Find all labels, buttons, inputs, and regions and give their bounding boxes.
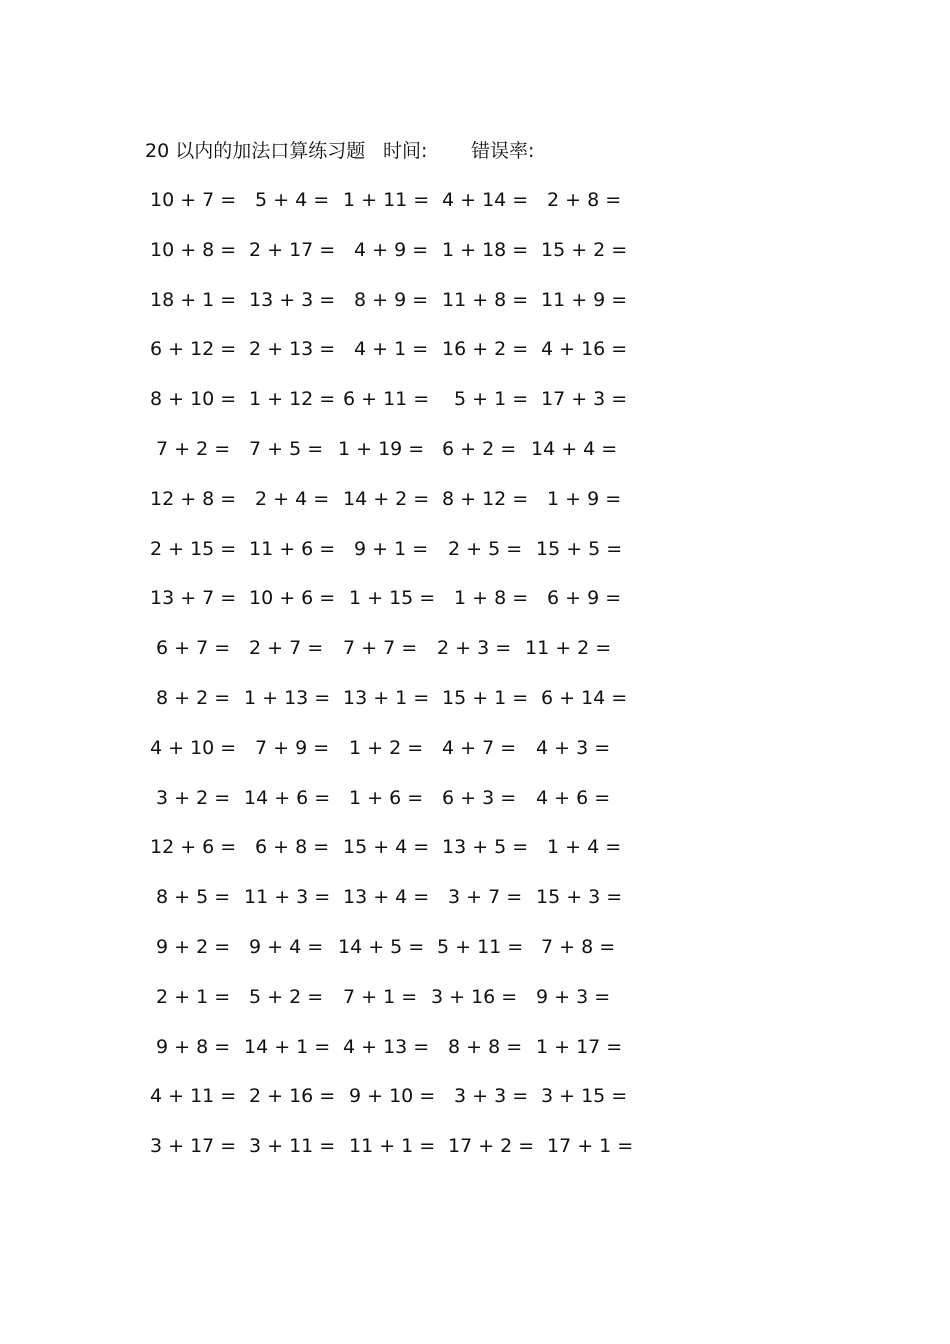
problem-1-5: 2 + 8 = — [547, 189, 622, 211]
problem-17-2: 5 + 2 = — [249, 986, 324, 1008]
problem-5-4: 5 + 1 = — [454, 388, 529, 410]
problem-14-1: 12 + 6 = — [150, 836, 237, 858]
problem-14-4: 13 + 5 = — [442, 836, 529, 858]
problem-15-4: 3 + 7 = — [448, 886, 523, 908]
problem-1-1: 10 + 7 = — [150, 189, 237, 211]
problem-8-1: 2 + 15 = — [150, 538, 237, 560]
problem-15-2: 11 + 3 = — [244, 886, 331, 908]
problem-14-2: 6 + 8 = — [255, 836, 330, 858]
problem-1-3: 1 + 11 = — [343, 189, 430, 211]
problem-5-2: 1 + 12 = — [249, 388, 336, 410]
problem-13-2: 14 + 6 = — [244, 787, 331, 809]
problem-3-3: 8 + 9 = — [354, 289, 429, 311]
problem-1-4: 4 + 14 = — [442, 189, 529, 211]
problem-12-4: 4 + 7 = — [442, 737, 517, 759]
problem-11-1: 8 + 2 = — [156, 687, 231, 709]
problem-2-1: 10 + 8 = — [150, 239, 237, 261]
problem-19-4: 3 + 3 = — [454, 1085, 529, 1107]
problem-20-5: 17 + 1 = — [547, 1135, 634, 1157]
problem-8-5: 15 + 5 = — [536, 538, 623, 560]
problem-4-2: 2 + 13 = — [249, 338, 336, 360]
problem-5-5: 17 + 3 = — [541, 388, 628, 410]
problem-3-1: 18 + 1 = — [150, 289, 237, 311]
problem-11-3: 13 + 1 = — [343, 687, 430, 709]
problem-10-3: 7 + 7 = — [343, 637, 418, 659]
problem-3-5: 11 + 9 = — [541, 289, 628, 311]
problem-3-4: 11 + 8 = — [442, 289, 529, 311]
problem-7-1: 12 + 8 = — [150, 488, 237, 510]
problem-7-3: 14 + 2 = — [343, 488, 430, 510]
problem-18-3: 4 + 13 = — [343, 1036, 430, 1058]
problem-19-5: 3 + 15 = — [541, 1085, 628, 1107]
problem-14-3: 15 + 4 = — [343, 836, 430, 858]
problem-2-5: 15 + 2 = — [541, 239, 628, 261]
problem-4-3: 4 + 1 = — [354, 338, 429, 360]
problem-17-4: 3 + 16 = — [431, 986, 518, 1008]
problem-6-2: 7 + 5 = — [249, 438, 324, 460]
problem-3-2: 13 + 3 = — [249, 289, 336, 311]
problem-7-2: 2 + 4 = — [255, 488, 330, 510]
problem-11-4: 15 + 1 = — [442, 687, 529, 709]
problem-18-4: 8 + 8 = — [448, 1036, 523, 1058]
problem-13-3: 1 + 6 = — [349, 787, 424, 809]
worksheet-title: 20 以内的加法口算练习题 — [145, 140, 366, 162]
problem-9-4: 1 + 8 = — [454, 587, 529, 609]
problem-19-3: 9 + 10 = — [349, 1085, 436, 1107]
problem-9-3: 1 + 15 = — [349, 587, 436, 609]
problem-9-1: 13 + 7 = — [150, 587, 237, 609]
problem-6-5: 14 + 4 = — [531, 438, 618, 460]
problem-5-1: 8 + 10 = — [150, 388, 237, 410]
problem-1-2: 5 + 4 = — [255, 189, 330, 211]
problem-6-4: 6 + 2 = — [442, 438, 517, 460]
problem-7-4: 8 + 12 = — [442, 488, 529, 510]
problem-16-3: 14 + 5 = — [338, 936, 425, 958]
problem-12-3: 1 + 2 = — [349, 737, 424, 759]
problem-5-3: 6 + 11 = — [343, 388, 430, 410]
time-label: 时间: — [383, 140, 428, 162]
problem-9-5: 6 + 9 = — [547, 587, 622, 609]
error-rate-label: 错误率: — [471, 140, 535, 162]
problem-15-3: 13 + 4 = — [343, 886, 430, 908]
problem-19-2: 2 + 16 = — [249, 1085, 336, 1107]
problem-11-2: 1 + 13 = — [244, 687, 331, 709]
problem-10-4: 2 + 3 = — [437, 637, 512, 659]
problem-13-5: 4 + 6 = — [536, 787, 611, 809]
worksheet-header — [145, 136, 534, 166]
problem-16-1: 9 + 2 = — [156, 936, 231, 958]
problem-4-5: 4 + 16 = — [541, 338, 628, 360]
problem-12-1: 4 + 10 = — [150, 737, 237, 759]
problem-11-5: 6 + 14 = — [541, 687, 628, 709]
problem-17-5: 9 + 3 = — [536, 986, 611, 1008]
problem-12-2: 7 + 9 = — [255, 737, 330, 759]
problem-16-2: 9 + 4 = — [249, 936, 324, 958]
problem-18-2: 14 + 1 = — [244, 1036, 331, 1058]
problem-6-1: 7 + 2 = — [156, 438, 231, 460]
problem-2-3: 4 + 9 = — [354, 239, 429, 261]
problem-13-4: 6 + 3 = — [442, 787, 517, 809]
problem-10-1: 6 + 7 = — [156, 637, 231, 659]
problem-20-2: 3 + 11 = — [249, 1135, 336, 1157]
problem-2-4: 1 + 18 = — [442, 239, 529, 261]
problem-16-4: 5 + 11 = — [437, 936, 524, 958]
problem-9-2: 10 + 6 = — [249, 587, 336, 609]
problem-20-3: 11 + 1 = — [349, 1135, 436, 1157]
problem-18-5: 1 + 17 = — [536, 1036, 623, 1058]
problem-8-4: 2 + 5 = — [448, 538, 523, 560]
problem-13-1: 3 + 2 = — [156, 787, 231, 809]
problem-20-1: 3 + 17 = — [150, 1135, 237, 1157]
problem-8-3: 9 + 1 = — [354, 538, 429, 560]
problem-4-4: 16 + 2 = — [442, 338, 529, 360]
problem-10-5: 11 + 2 = — [525, 637, 612, 659]
problem-6-3: 1 + 19 = — [338, 438, 425, 460]
problem-19-1: 4 + 11 = — [150, 1085, 237, 1107]
problem-20-4: 17 + 2 = — [448, 1135, 535, 1157]
problem-14-5: 1 + 4 = — [547, 836, 622, 858]
problem-7-5: 1 + 9 = — [547, 488, 622, 510]
problem-17-1: 2 + 1 = — [156, 986, 231, 1008]
problem-17-3: 7 + 1 = — [343, 986, 418, 1008]
problem-8-2: 11 + 6 = — [249, 538, 336, 560]
problem-2-2: 2 + 17 = — [249, 239, 336, 261]
problem-15-5: 15 + 3 = — [536, 886, 623, 908]
problem-15-1: 8 + 5 = — [156, 886, 231, 908]
problem-10-2: 2 + 7 = — [249, 637, 324, 659]
problem-16-5: 7 + 8 = — [541, 936, 616, 958]
problem-12-5: 4 + 3 = — [536, 737, 611, 759]
problem-18-1: 9 + 8 = — [156, 1036, 231, 1058]
problem-4-1: 6 + 12 = — [150, 338, 237, 360]
